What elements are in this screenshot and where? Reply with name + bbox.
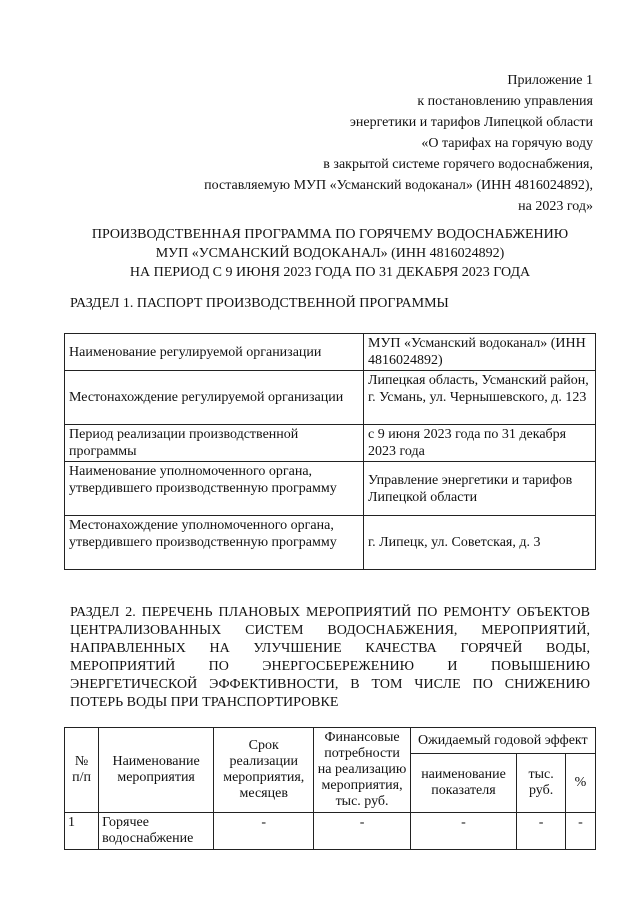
passport-value: Управление энергетики и тарифов Липецкой области [364, 462, 596, 516]
passport-value: Липецкая область, Усманский район, г. Усмань, ул. Чернышевского, д. 123 [364, 371, 596, 425]
plan-table [64, 727, 596, 850]
passport-label: Период реализации производственной программы [65, 425, 364, 462]
passport-value: г. Липецк, ул. Советская, д. 3 [364, 516, 596, 570]
passport-table [64, 333, 596, 570]
document-header [204, 70, 593, 217]
title-line: НА ПЕРИОД С 9 ИЮНЯ 2023 ГОДА ПО 31 ДЕКАБРЯ 2023 ГОДА [129, 265, 531, 280]
title-line: МУП «УСМАНСКИЙ ВОДОКАНАЛ» (ИНН 4816024892) [155, 246, 505, 261]
header-line: в закрытой системе горячего водоснабжения, [323, 157, 593, 172]
cell-pct: - [565, 813, 595, 850]
col-term: Срок реализации мероприятия, месяцев [214, 728, 314, 813]
section1-heading: РАЗДЕЛ 1. ПАСПОРТ ПРОИЗВОДСТВЕННОЙ ПРОГРАММЫ [70, 296, 449, 311]
cell-num: 1 [65, 813, 99, 850]
header-line: на 2023 год» [518, 199, 593, 214]
header-line: «О тарифах на горячую воду [421, 136, 593, 151]
cell-term: - [214, 813, 314, 850]
header-line: к постановлению управления [417, 94, 593, 109]
section2-heading: РАЗДЕЛ 2. ПЕРЕЧЕНЬ ПЛАНОВЫХ МЕРОПРИЯТИЙ ПО РЕМОНТУ ОБЪЕКТОВ ЦЕНТРАЛИЗОВАННЫХ СИСТЕМ ВОДОСНАБЖЕНИЯ, МЕРОПРИЯТИЙ, НАПРАВЛЕННЫХ НА УЛУЧШЕНИЕ КАЧЕСТВА ГОРЯЧЕЙ ВОДЫ, МЕРОПРИЯТИЙ ПО ЭНЕРГОСБЕРЕЖЕНИЮ И ПОВЫШЕНИЮ ЭНЕРГЕТИЧЕСКОЙ ЭФФЕКТИВНОСТИ, В ТОМ ЧИСЛЕ ПО СНИЖЕНИЮ ПОТЕРЬ ВОДЫ ПРИ ТРАНСПОРТИРОВКЕ [70, 605, 590, 710]
col-rub: тыс. руб. [517, 754, 566, 813]
header-line: энергетики и тарифов Липецкой области [349, 115, 593, 130]
header-line: поставляемую МУП «Усманский водоканал» (ИНН 4816024892), [204, 178, 593, 193]
table-row [65, 813, 596, 850]
col-effect: Ожидаемый годовой эффект [410, 728, 595, 754]
col-name: Наименование мероприятия [99, 728, 214, 813]
table-row [65, 334, 596, 371]
table-row [65, 371, 596, 425]
cell-indicator: - [410, 813, 517, 850]
passport-label: Наименование регулируемой организации [65, 334, 364, 371]
passport-label: Местонахождение регулируемой организации [65, 371, 364, 425]
cell-finance: - [314, 813, 410, 850]
col-finance: Финансовые потребности на реализацию мероприятия, тыс. руб. [314, 728, 410, 813]
cell-name: Горячее водоснабжение [99, 813, 214, 850]
header-line: Приложение 1 [507, 73, 593, 88]
title-line: ПРОИЗВОДСТВЕННАЯ ПРОГРАММА ПО ГОРЯЧЕМУ ВОДОСНАБЖЕНИЮ [91, 227, 569, 242]
table-row [65, 425, 596, 462]
passport-label: Наименование уполномоченного органа, утвердившего производственную программу [65, 462, 364, 516]
table-header-row [65, 728, 596, 754]
table-row [65, 516, 596, 570]
document-title [60, 225, 600, 282]
col-indicator: наименование показателя [410, 754, 517, 813]
passport-value: МУП «Усманский водоканал» (ИНН 4816024892) [364, 334, 596, 371]
table-row [65, 462, 596, 516]
cell-rub: - [517, 813, 566, 850]
passport-label: Местонахождение уполномоченного органа, утвердившего производственную программу [65, 516, 364, 570]
col-pct: % [565, 754, 595, 813]
passport-value: с 9 июня 2023 года по 31 декабря 2023 года [364, 425, 596, 462]
col-num: № п/п [65, 728, 99, 813]
